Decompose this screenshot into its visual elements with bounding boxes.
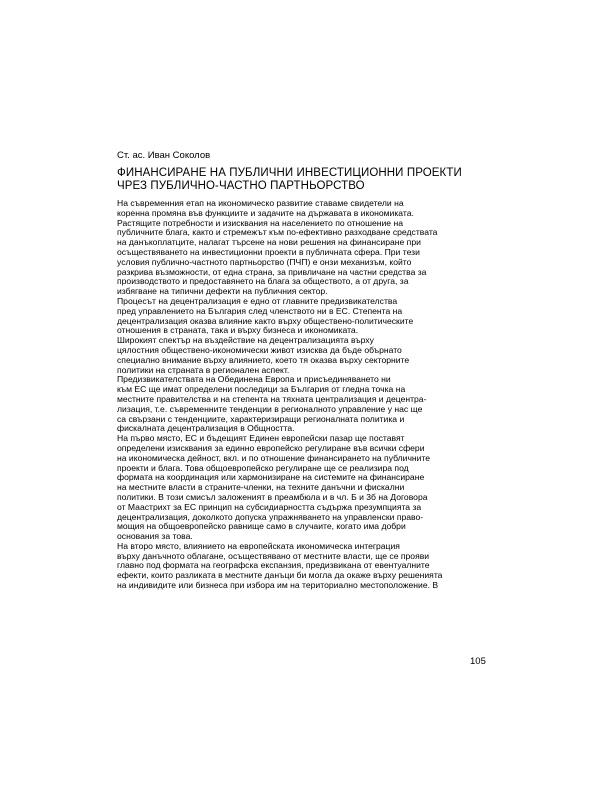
body-line: към ЕС ще имат определени последици за България от гледна точка на	[117, 384, 406, 395]
body-line: децентрализация оказва влияние както върху обществено-политическите	[117, 315, 414, 326]
body-line: осъществяването на инвестиционни проекти в публичната сфера. При тези	[117, 246, 420, 257]
body-line: върху данъчното облагане, осъществявано от местните власти, ще се прояви	[117, 550, 430, 561]
body-line: специално внимание върху влиянието, което тя оказва върху секторните	[117, 354, 410, 365]
body-line: основания за това.	[117, 531, 193, 542]
body-line: Широкият спектър на въздействие на децентрализацията върху	[117, 335, 374, 346]
body-line: публичните блага, както и стремежът към по-ефективно разходване средствата	[117, 227, 438, 238]
body-line: фискалната децентрализация в Общността.	[117, 423, 295, 434]
article-title	[117, 167, 497, 192]
body-line: от Маастрихт за ЕС принцип на субсидиарността съдържа презумпцията за	[117, 501, 422, 512]
body-line: децентрализация, доколкото допуска упражняването на управленски право-	[117, 511, 424, 522]
body-line: лизация, т.е. съвременните тенденции в регионалното управление у нас ще	[117, 403, 423, 414]
body-line: на индивидите или бизнеса при избора им на териториално местоположение. В	[117, 580, 439, 591]
title-line: ФИНАНСИРАНЕ НА ПУБЛИЧНИ ИНВЕСТИЦИОННИ ПРОЕКТИ	[117, 167, 462, 179]
body-line: политики на страната в регионален аспект.	[117, 364, 290, 375]
body-line: са свързани с тенденциите, характеризиращи регионалната политика и	[117, 413, 405, 424]
body-line: пред управлението на България след членството ни в ЕС. Степента на	[117, 305, 403, 316]
article-body	[117, 199, 487, 591]
body-line: цялостния обществено-икономически живот изисква да бъде обърнато	[117, 344, 402, 355]
body-line: главно под формата на географска експанзия, предизвикана от евентуалните	[117, 560, 430, 571]
body-line: производството и предоставянето на блага за обществото, а от друга, за	[117, 276, 409, 287]
body-line: Предизвикателствата на Обединена Европа и присъединяването ни	[117, 374, 391, 385]
body-line: определени изисквания за единно европейско регулиране във всички сфери	[117, 442, 425, 453]
body-line: На съвременния етап на икономическо развитие ставаме свидетели на	[117, 198, 404, 208]
body-line: условия публично-частното партньорство (ПЧП) е онзи механизъм, който	[117, 256, 412, 267]
author-name: Ст. ас. Иван Соколов	[117, 150, 211, 161]
body-line: на местните власти в страните-членки, на техните данъчни и фискални	[117, 482, 405, 493]
title-line: ЧРЕЗ ПУБЛИЧНО-ЧАСТНО ПАРТНЬОРСТВО	[117, 179, 365, 192]
body-line: политики. В този смисъл заложеният в преамбюла и в чл. Б и 3б на Договора	[117, 491, 428, 502]
body-line: отношения в страната, така и върху бизнеса и икономиката.	[117, 325, 359, 336]
body-line: разкрива възможности, от една страна, за привличане на частни средства за	[117, 266, 427, 277]
body-line: местните правителства и на степента на тяхната централизация и децентра-	[117, 393, 427, 404]
body-line: На първо място, ЕС и бъдещият Единен европейски пазар ще поставят	[117, 433, 405, 444]
body-line: Процесът на децентрализация е едно от главните предизвикателства	[117, 295, 398, 306]
page-number: 105	[470, 656, 486, 667]
body-line: мощия на общоевропейско равнище само в случаите, когато има добри	[117, 521, 406, 532]
body-line: На второ място, влиянието на европейската икономическа интеграция	[117, 540, 400, 551]
body-line: формата на координация или хармонизиране на системите на финансиране	[117, 472, 425, 483]
body-line: коренна промяна във функциите и задачите на държавата в икономиката.	[117, 207, 414, 218]
body-line: на икономическа дейност, вкл. и по отношение финансирането на публичните	[117, 452, 431, 463]
body-line: проекти и блага. Това общоевропейско регулиране ще се реализира под	[117, 462, 409, 473]
body-line: на данъкоплатците, налагат търсене на нови решения на финансиране при	[117, 237, 421, 248]
body-line: избягване на типични дефекти на публичния сектор.	[117, 286, 328, 297]
body-line: ефекти, които разликата в местните данъци би могла да окаже върху решенията	[117, 570, 443, 581]
body-line: Растящите потребности и изисквания на населението по отношение на	[117, 217, 403, 228]
